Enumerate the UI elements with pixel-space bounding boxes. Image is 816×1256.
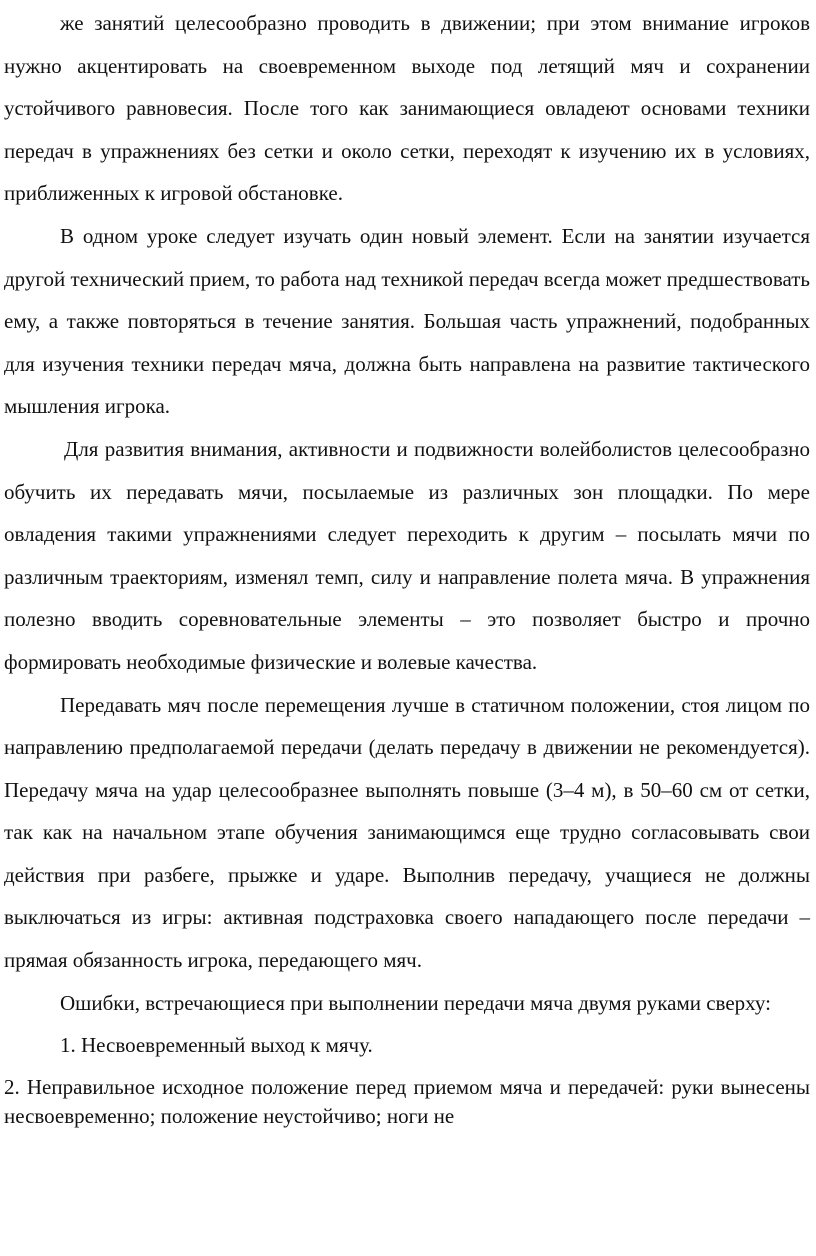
paragraph-errors-intro: Ошибки, встречающиеся при выполнении передачи мяча двумя руками сверху:	[60, 990, 771, 1015]
paragraph-continuation: же занятий целесообразно проводить в движении; при этом внимание игроков нужно акцентировать на своевременном выходе под летящий мяч и сохранении устойчивого равновесия. После того как занимающиеся овладеют основами техники передач в упражнениях без сетки и около сетки, переходят к изучению их в условиях, приближенных к игровой обстановке.	[4, 11, 810, 206]
list-item-1: 1. Несвоевременный выход к мячу.	[60, 1033, 373, 1058]
paragraph-attention-development: Для развития внимания, активности и подвижности волейболистов целесообразно обучить их передавать мячи, посылаемые из различных зон площадки. По мере овладения такими упражнениями следует переходить к другим – посылать мячи по различным траекториям, изменял темп, силу и направление полета мяча. В упражнения полезно вводить соревновательные элементы – это позволяет быстро и прочно формировать необходимые физические и волевые качества.	[4, 436, 810, 674]
list-item-2: 2. Неправильное исходное положение перед приемом мяча и передачей: руки вынесены несвоевременно; положение неустойчиво; ноги не	[4, 1074, 810, 1128]
paragraph-new-element: В одном уроке следует изучать один новый элемент. Если на занятии изучается другой технический прием, то работа над техникой передач всегда может предшествовать ему, а также повторяться в течение занятия. Большая часть упражнений, подобранных для изучения техники передач мяча, должна быть направлена на развитие тактического мышления игрока.	[4, 223, 810, 419]
paragraph-passing-technique: Передавать мяч после перемещения лучше в статичном положении, стоя лицом по направлению предполагаемой передачи (делать передачу в движении не рекомендуется). Передачу мяча на удар целесообразнее выполнять повыше (3–4 м), в 50–60 см от сетки, так как на начальном этапе обучения занимающимся еще трудно согласовывать свои действия при разбеге, прыжке и ударе. Выполнив передачу, учащиеся не должны выключаться из игры: активная подстраховка своего нападающего после передачи – прямая обязанность игрока, передающего мяч.	[4, 692, 810, 973]
